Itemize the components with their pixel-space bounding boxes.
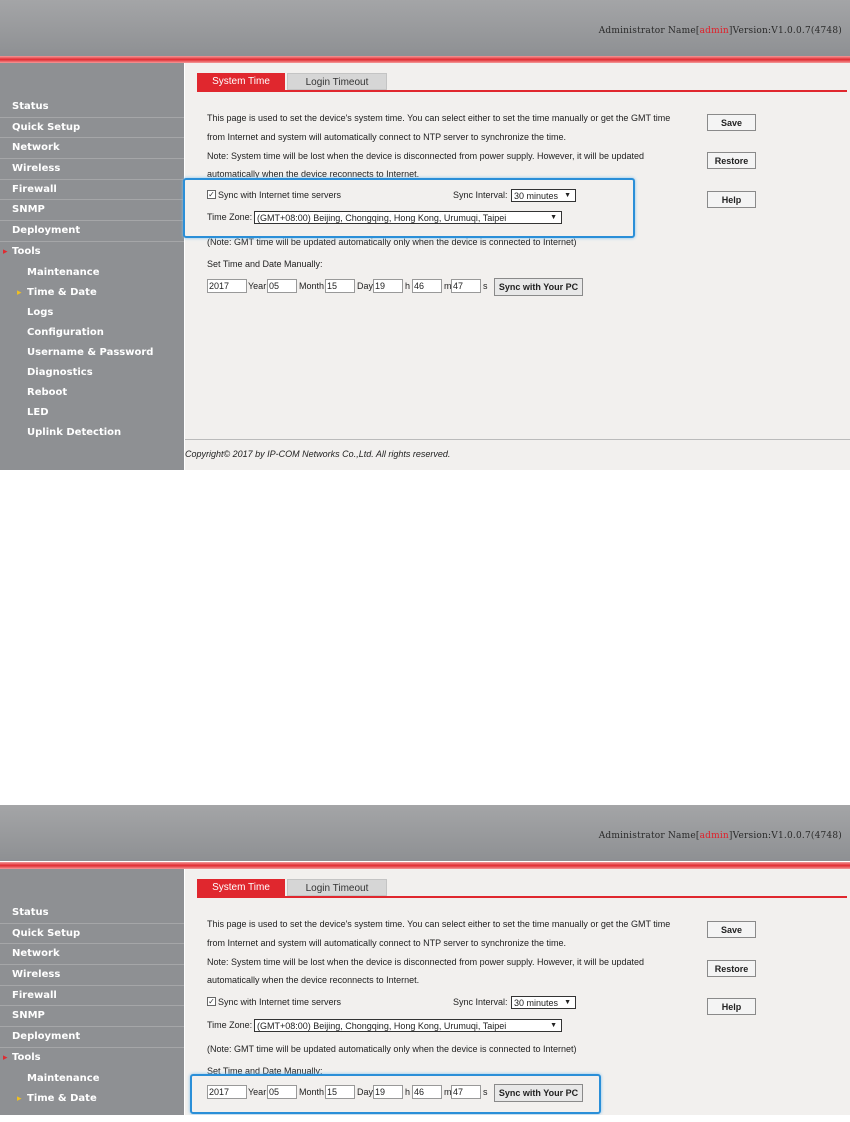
sidebar-item-status[interactable]: Status xyxy=(0,903,184,924)
sync-interval-select[interactable] xyxy=(511,189,576,202)
tab-system-time[interactable]: System Time xyxy=(197,73,285,90)
timezone-select[interactable] xyxy=(254,1019,562,1032)
current-arrow-icon: ▸ xyxy=(17,1093,22,1104)
timezone-select[interactable] xyxy=(254,211,562,224)
tab-underline xyxy=(197,896,847,898)
tools-label: Tools xyxy=(12,245,41,257)
day-label: Day xyxy=(357,281,374,291)
screenshot-top xyxy=(0,0,850,470)
sidebar-item-status[interactable]: Status xyxy=(0,97,184,118)
header-bar xyxy=(0,805,850,861)
header-stripe xyxy=(0,862,850,869)
dropdown-caret-icon: ▼ xyxy=(564,999,571,1006)
sidebar-item-firewall[interactable]: Firewall xyxy=(0,986,184,1007)
description-line-1: This page is used to set the device's system time. You can select either to set the time manually or get the GMT time xyxy=(207,113,671,123)
restore-button[interactable]: Restore xyxy=(707,960,756,977)
month-label: Month xyxy=(299,281,325,291)
hour-label: h xyxy=(405,1087,411,1097)
sidebar-item-tools[interactable] xyxy=(0,1048,184,1069)
hour-input[interactable]: 19 xyxy=(373,1085,403,1099)
description-line-4: automatically when the device reconnects to Internet. xyxy=(207,975,420,985)
description-line-2: from Internet and system will automatically connect to NTP server to synchronize the time. xyxy=(207,938,566,948)
year-input[interactable]: 2017 xyxy=(207,279,247,293)
admin-version-line xyxy=(599,831,842,841)
month-label: Month xyxy=(299,1087,325,1097)
month-input[interactable]: 05 xyxy=(267,279,297,293)
tools-arrow-icon: ▸ xyxy=(3,1052,8,1063)
sync-checkbox-label: Sync with Internet time servers xyxy=(218,997,342,1007)
sync-with-pc-button[interactable]: Sync with Your PC xyxy=(494,278,583,296)
sidebar-sub-maintenance[interactable]: Maintenance xyxy=(27,1072,100,1084)
sidebar-sub-time-date[interactable] xyxy=(0,1089,184,1109)
sync-checkbox[interactable]: ✓ xyxy=(208,190,215,199)
sidebar-sub-username-password[interactable]: Username & Password xyxy=(27,346,154,358)
day-input[interactable]: 15 xyxy=(325,279,355,293)
year-input[interactable]: 2017 xyxy=(207,1085,247,1099)
tools-arrow-icon: ▸ xyxy=(3,246,8,257)
save-button[interactable]: Save xyxy=(707,921,756,938)
hour-input[interactable]: 19 xyxy=(373,279,403,293)
second-input[interactable]: 47 xyxy=(451,279,481,293)
admin-prefix: Administrator Name[ xyxy=(598,831,700,841)
day-input[interactable]: 15 xyxy=(325,1085,355,1099)
manual-title: Set Time and Date Manually: xyxy=(207,259,323,269)
sidebar-sub-logs[interactable]: Logs xyxy=(27,306,54,318)
manual-title: Set Time and Date Manually: xyxy=(207,1066,323,1076)
sidebar-sub-uplink-detection[interactable]: Uplink Detection xyxy=(27,426,122,438)
sync-checkbox-label: Sync with Internet time servers xyxy=(218,190,342,200)
help-button[interactable]: Help xyxy=(707,191,756,208)
year-label: Year xyxy=(248,281,267,291)
sidebar-item-firewall[interactable]: Firewall xyxy=(0,180,184,201)
restore-button[interactable]: Restore xyxy=(707,152,756,169)
sidebar-item-snmp[interactable]: SNMP xyxy=(0,200,184,221)
copyright-text: Copyright© 2017 by IP-COM Networks Co.,Ltd. All rights reserved. xyxy=(185,449,451,459)
sync-checkbox[interactable]: ✓ xyxy=(208,997,215,1006)
minute-label: m xyxy=(444,281,452,291)
help-button[interactable]: Help xyxy=(707,998,756,1015)
admin-prefix: Administrator Name[ xyxy=(598,26,700,36)
description-line-2: from Internet and system will automatically connect to NTP server to synchronize the time. xyxy=(207,132,566,142)
dropdown-caret-icon: ▼ xyxy=(550,214,557,221)
main-content xyxy=(185,63,850,439)
version-text: ]Version:V1.0.0.7(4748) xyxy=(728,831,842,841)
second-input[interactable]: 47 xyxy=(451,1085,481,1099)
sync-interval-label: Sync Interval: xyxy=(453,997,508,1007)
header-bar xyxy=(0,0,850,56)
save-button[interactable]: Save xyxy=(707,114,756,131)
second-label: s xyxy=(483,281,488,291)
sidebar-sub-led[interactable]: LED xyxy=(27,406,49,418)
hour-label: h xyxy=(405,281,411,291)
sidebar-sub-configuration[interactable]: Configuration xyxy=(27,326,104,338)
description-line-3: Note: System time will be lost when the device is disconnected from power supply. However, it will be updated xyxy=(207,151,645,161)
description-line-4: automatically when the device reconnects to Internet. xyxy=(207,169,420,179)
version-text: ]Version:V1.0.0.7(4748) xyxy=(728,26,842,36)
sidebar xyxy=(0,869,184,1115)
admin-version-line xyxy=(599,26,842,36)
timezone-label: Time Zone: xyxy=(207,212,253,222)
dropdown-caret-icon: ▼ xyxy=(564,192,571,199)
second-label: s xyxy=(483,1087,488,1097)
sidebar-item-snmp[interactable]: SNMP xyxy=(0,1006,184,1027)
sync-interval-select[interactable] xyxy=(511,996,576,1009)
sync-with-pc-button[interactable]: Sync with Your PC xyxy=(494,1084,583,1102)
main-content xyxy=(185,869,850,1115)
tab-system-time[interactable]: System Time xyxy=(197,879,285,896)
time-date-label: Time & Date xyxy=(27,286,97,298)
timezone-value: (GMT+08:00) Beijing, Chongqing, Hong Kong, Urumuqi, Taipei xyxy=(257,213,507,223)
minute-input[interactable]: 46 xyxy=(412,1085,442,1099)
sidebar-item-quick-setup[interactable]: Quick Setup xyxy=(0,118,184,139)
sidebar-sub-reboot[interactable]: Reboot xyxy=(27,386,68,398)
sidebar-item-network[interactable]: Network xyxy=(0,944,184,965)
year-label: Year xyxy=(248,1087,267,1097)
sync-interval-label: Sync Interval: xyxy=(453,190,508,200)
sidebar-item-wireless[interactable]: Wireless xyxy=(0,965,184,986)
sidebar-item-quick-setup[interactable]: Quick Setup xyxy=(0,924,184,945)
description-line-1: This page is used to set the device's system time. You can select either to set the time manually or get the GMT time xyxy=(207,919,671,929)
header-stripe xyxy=(0,56,850,63)
time-date-label: Time & Date xyxy=(27,1092,97,1104)
dropdown-caret-icon: ▼ xyxy=(550,1022,557,1029)
tab-login-timeout[interactable]: Login Timeout xyxy=(287,73,387,90)
current-arrow-icon: ▸ xyxy=(17,287,22,298)
sidebar-item-network[interactable]: Network xyxy=(0,138,184,159)
month-input[interactable]: 05 xyxy=(267,1085,297,1099)
sidebar-item-deployment[interactable]: Deployment xyxy=(0,1027,184,1048)
sidebar-sub-time-date[interactable] xyxy=(0,283,184,303)
sidebar-sub-maintenance[interactable]: Maintenance xyxy=(27,266,100,278)
tab-underline xyxy=(197,90,847,92)
minute-label: m xyxy=(444,1087,452,1097)
description-line-3: Note: System time will be lost when the device is disconnected from power supply. However, it will be updated xyxy=(207,957,645,967)
gmt-note: (Note: GMT time will be updated automatically only when the device is connected to Internet) xyxy=(207,1044,577,1054)
sync-interval-value: 30 minutes xyxy=(514,998,559,1008)
gmt-note: (Note: GMT time will be updated automatically only when the device is connected to Internet) xyxy=(207,237,577,247)
sidebar-item-tools[interactable] xyxy=(0,242,184,263)
sync-interval-value: 30 minutes xyxy=(514,191,559,201)
minute-input[interactable]: 46 xyxy=(412,279,442,293)
admin-user: admin xyxy=(699,831,729,841)
sidebar xyxy=(0,63,184,470)
timezone-value: (GMT+08:00) Beijing, Chongqing, Hong Kong, Urumuqi, Taipei xyxy=(257,1021,507,1031)
timezone-label: Time Zone: xyxy=(207,1020,253,1030)
sidebar-item-deployment[interactable]: Deployment xyxy=(0,221,184,242)
admin-user: admin xyxy=(699,26,729,36)
screenshot-bottom xyxy=(0,805,850,1115)
day-label: Day xyxy=(357,1087,374,1097)
tab-login-timeout[interactable]: Login Timeout xyxy=(287,879,387,896)
sidebar-sub-diagnostics[interactable]: Diagnostics xyxy=(27,366,93,378)
footer xyxy=(185,439,850,470)
tools-label: Tools xyxy=(12,1051,41,1063)
sidebar-item-wireless[interactable]: Wireless xyxy=(0,159,184,180)
